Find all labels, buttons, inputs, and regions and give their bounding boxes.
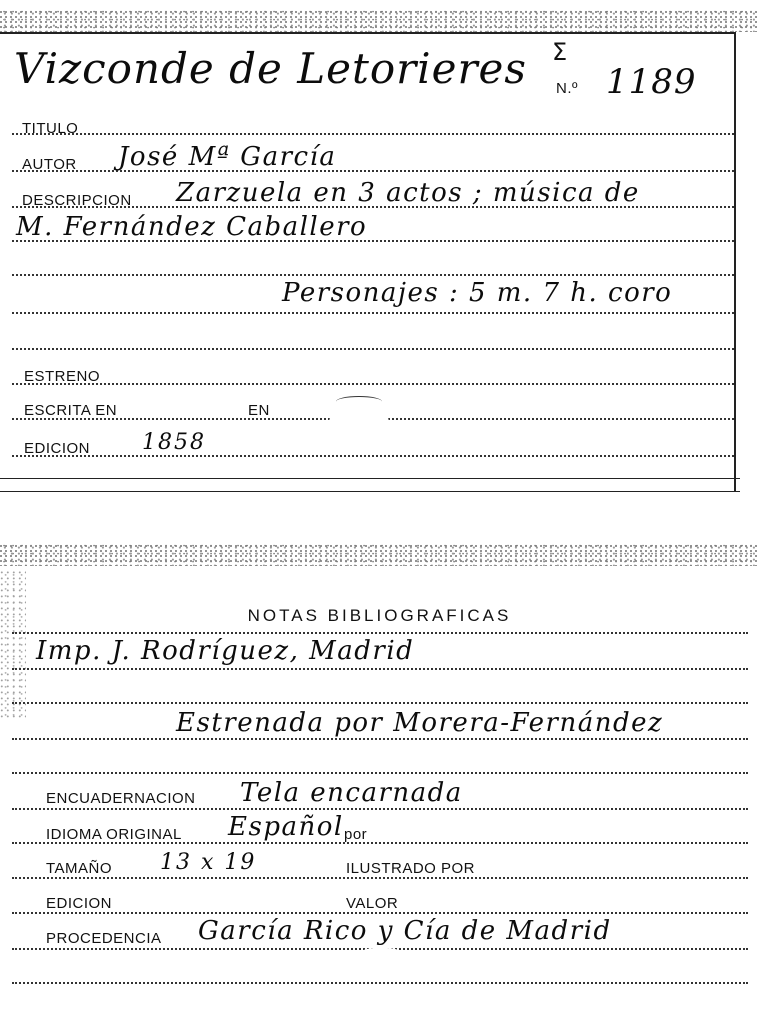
edicion-label: EDICION [24, 440, 91, 457]
notas-bibliograficas-heading: NOTAS BIBLIOGRAFICAS [247, 606, 512, 625]
ruled-line [12, 738, 748, 740]
procedencia-handwriting: García Rico y Cía de Madrid [198, 916, 612, 946]
catalog-card-top [0, 0, 759, 500]
descripcion-handwriting-line2: M. Fernández Caballero [16, 212, 368, 242]
edicion-label-bottom: EDICION [46, 895, 113, 912]
card-base-line [0, 478, 740, 479]
autor-handwriting: José Mª García [118, 142, 337, 172]
ilustrado-por-label: ILUSTRADO POR [346, 860, 476, 877]
ink-blot-mark [352, 948, 410, 984]
tamano-label: TAMAÑO [46, 860, 113, 877]
card-left-edge-texture [0, 570, 26, 720]
autor-label: AUTOR [22, 156, 77, 173]
ruled-line [12, 348, 734, 350]
valor-label: VALOR [346, 895, 399, 912]
ruled-line [12, 808, 748, 810]
card-top-border [0, 32, 736, 34]
titulo-label: TITULO [22, 120, 79, 137]
title-handwriting: Vizconde de Letorieres [14, 44, 527, 93]
ruled-line [12, 877, 748, 879]
idioma-original-label: IDIOMA ORIGINAL [46, 826, 182, 843]
estrenada-handwriting: Estrenada por Morera-Fernández [176, 708, 664, 738]
descripcion-label: DESCRIPCION [22, 192, 132, 209]
card-bottom-edge-texture [0, 544, 759, 566]
sigma-like-mark-icon: Σ [552, 38, 568, 66]
personajes-handwriting: Personajes : 5 m. 7 h. coro [282, 278, 673, 308]
estreno-label: ESTRENO [24, 368, 101, 385]
stamp-arc-mark [336, 396, 382, 407]
ruled-line [12, 668, 748, 670]
idioma-handwriting: Español [228, 812, 344, 842]
ruled-line [12, 383, 734, 385]
ruled-line [12, 632, 748, 634]
por-label: por [344, 826, 368, 843]
edicion-handwriting: 1858 [142, 430, 206, 455]
ruled-line [12, 982, 748, 984]
card-base-line [0, 491, 740, 492]
descripcion-handwriting-line1: Zarzuela en 3 actos ; música de [176, 178, 640, 208]
encuadernacion-handwriting: Tela encarnada [240, 778, 463, 808]
tamano-handwriting: 13 x 19 [160, 850, 257, 875]
number-label: N.º [556, 80, 578, 97]
procedencia-label: PROCEDENCIA [46, 930, 162, 947]
card-right-border [734, 32, 736, 492]
card-top-edge-texture [0, 10, 759, 32]
ruled-line [12, 912, 748, 914]
ruled-line [12, 772, 748, 774]
ruled-line [12, 702, 748, 704]
ruled-line [12, 133, 734, 135]
ruled-line [12, 312, 734, 314]
en-label: EN [248, 402, 270, 419]
encuadernacion-label: ENCUADERNACION [46, 790, 196, 807]
imprenta-handwriting: Imp. J. Rodríguez, Madrid [36, 636, 415, 666]
ruled-line [12, 274, 734, 276]
ruled-line [12, 455, 734, 457]
escrita-en-label: ESCRITA EN [24, 402, 118, 419]
catalog-number-handwriting: 1189 [606, 62, 697, 102]
